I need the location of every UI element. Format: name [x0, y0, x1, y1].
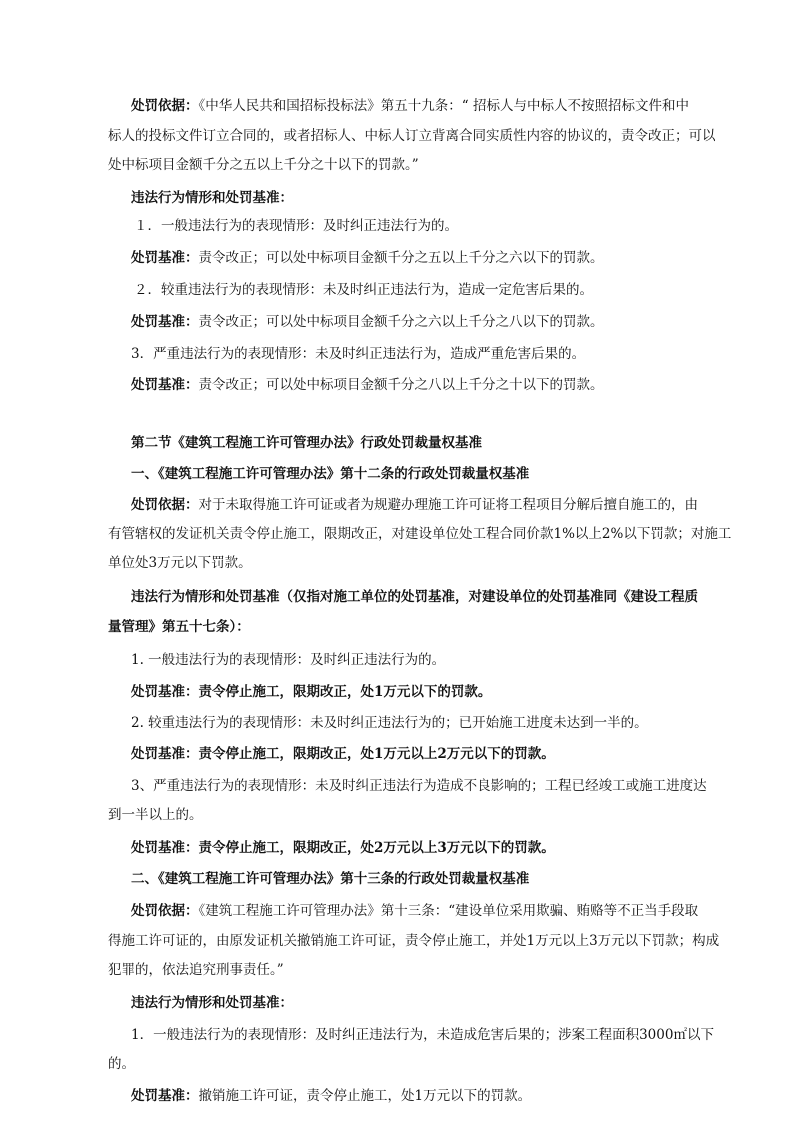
text-line — [131, 495, 698, 515]
text-line — [131, 1025, 714, 1045]
text-line — [131, 1086, 531, 1106]
text-line — [131, 993, 293, 1013]
body-text: 3、严重违法行为的表现情形：未及时纠正违法行为造成不良影响的；工程已经竣工或施工进度达 — [131, 778, 707, 794]
text-line — [131, 248, 604, 268]
text-line — [131, 901, 698, 921]
body-text: 《中华人民共和国招标投标法》第五十九条：“ 招标人与中标人不按照招标文件和中 — [198, 98, 689, 114]
text-line — [131, 838, 555, 858]
text-line — [131, 744, 555, 764]
body-text: 对于未取得施工许可证或者为规避办理施工许可证将工程项目分解后擅自施工的，由 — [198, 497, 698, 513]
text-line — [131, 375, 604, 395]
text-line — [134, 280, 593, 300]
body-text: 犯罪的，依法追究刑事责任。” — [108, 962, 284, 978]
body-text: 1. 一般违法行为的表现情形：及时纠正违法行为的。 — [131, 652, 446, 668]
bold-text: 违法行为情形和处罚基准： — [131, 190, 293, 206]
text-line — [108, 553, 252, 573]
text-line — [108, 126, 716, 146]
body-text: 处中标项目金额千分之五以上千分之十以下的罚款。” — [108, 157, 419, 173]
bold-text: 量管理》第五十七条）： — [108, 619, 250, 635]
bold-text: 二、《建筑工程施工许可管理办法》第十三条的行政处罚裁量权基准 — [131, 871, 530, 887]
body-text: 得施工许可证的，由原发证机关撤销施工许可证，责令停止施工，并处1万元以上3万元以下罚款；构成 — [108, 933, 720, 949]
bold-text: 处罚依据： — [131, 903, 199, 919]
text-line — [131, 682, 491, 702]
body-text: 2. 较重违法行为的表现情形：未及时纠正违法行为的；已开始施工进度未达到一半的。 — [131, 715, 648, 731]
body-text: 3．严重违法行为的表现情形：未及时纠正违法行为，造成严重危害后果的。 — [131, 346, 586, 362]
bold-text: 处罚基准：责令停止施工，限期改正，处1万元以上2万元以下的罚款。 — [131, 746, 555, 762]
text-line — [131, 96, 689, 116]
subsection-heading — [131, 464, 529, 484]
text-line — [108, 524, 731, 544]
body-text: 责令改正；可以处中标项目金额千分之八以上千分之十以下的罚款。 — [198, 377, 604, 393]
text-line — [131, 587, 698, 607]
bold-text: 处罚基准： — [131, 314, 199, 330]
bold-text: 处罚基准： — [131, 377, 199, 393]
text-line — [131, 344, 585, 364]
text-line — [131, 713, 648, 733]
body-text: 《建筑工程施工许可管理办法》第十三条：“建设单位采用欺骗、贿赂等不正当手段取 — [198, 903, 699, 919]
body-text: １．一般违法行为的表现情形：及时纠正违法行为的。 — [134, 218, 458, 234]
body-text: 标人的投标文件订立合同的，或者招标人、中标人订立背离合同实质性内容的协议的，责令改正；可以 — [108, 128, 716, 144]
bold-text: 处罚基准：责令停止施工，限期改正，处1万元以下的罚款。 — [131, 684, 492, 700]
body-text: 有管辖权的发证机关责令停止施工，限期改正，对建设单位处工程合同价款1%以上2%以下罚款；对施工 — [108, 526, 732, 542]
text-line — [108, 155, 419, 175]
bold-text: 处罚依据： — [131, 497, 199, 513]
bold-text: 第二节《建筑工程施工许可管理办法》行政处罚裁量权基准 — [131, 435, 482, 451]
bold-text: 一、《建筑工程施工许可管理办法》第十二条的行政处罚裁量权基准 — [131, 466, 530, 482]
text-line — [134, 216, 458, 236]
text-line — [131, 650, 445, 670]
text-line — [108, 1054, 135, 1074]
body-text: 1．一般违法行为的表现情形：及时纠正违法行为，未造成危害后果的；涉案工程面积3000㎡以下 — [131, 1027, 714, 1043]
section-heading — [131, 433, 482, 453]
text-line — [131, 776, 707, 796]
body-text: 撤销施工许可证，责令停止施工，处1万元以下的罚款。 — [198, 1088, 532, 1104]
body-text: 到一半以上的。 — [108, 807, 203, 823]
body-text: ２．较重违法行为的表现情形：未及时纠正违法行为，造成一定危害后果的。 — [134, 282, 593, 298]
body-text: 的。 — [108, 1056, 135, 1072]
text-line — [108, 805, 203, 825]
body-text: 责令改正；可以处中标项目金额千分之五以上千分之六以下的罚款。 — [198, 250, 604, 266]
bold-text: 违法行为情形和处罚基准： — [131, 995, 293, 1011]
bold-text: 处罚基准： — [131, 1088, 199, 1104]
bold-text: 处罚基准： — [131, 250, 199, 266]
subsection-heading — [131, 869, 529, 889]
bold-text: 处罚基准：责令停止施工，限期改正，处2万元以上3万元以下的罚款。 — [131, 840, 555, 856]
text-line — [131, 312, 604, 332]
text-line — [131, 188, 293, 208]
text-line — [108, 617, 250, 637]
text-line — [108, 960, 284, 980]
body-text: 责令改正；可以处中标项目金额千分之六以上千分之八以下的罚款。 — [198, 314, 604, 330]
bold-text: 违法行为情形和处罚基准（仅指对施工单位的处罚基准，对建设单位的处罚基准同《建设工程质 — [131, 589, 698, 605]
text-line — [108, 931, 719, 951]
bold-text: 处罚依据： — [131, 98, 199, 114]
body-text: 单位处3万元以下罚款。 — [108, 555, 252, 571]
